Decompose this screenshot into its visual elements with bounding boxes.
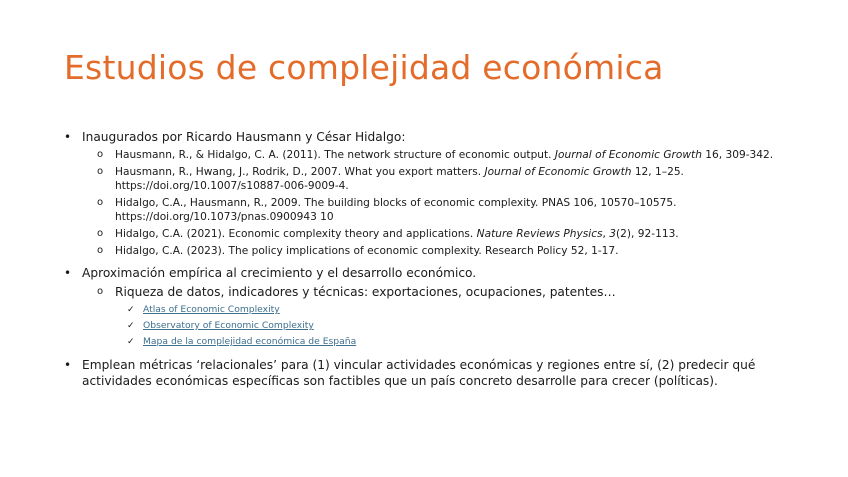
reference-text-end: 16, 309-342. (701, 149, 774, 161)
journal-name: Journal of Economic Growth (554, 149, 702, 161)
checkmark-icon: ✓ (127, 337, 135, 347)
link-item-atlas[interactable] (64, 303, 804, 317)
checkmark-icon: ✓ (127, 305, 135, 315)
reference-text: Hidalgo, C.A. (2021). Economic complexity theory and applications. (115, 228, 477, 240)
circle-bullet-icon: o (97, 245, 104, 256)
reference-item (64, 148, 804, 162)
atlas-link[interactable]: Atlas of Economic Complexity (143, 304, 280, 315)
bullet-aproximacion (64, 265, 804, 281)
circle-bullet-icon: o (97, 166, 104, 177)
sub-bullet-riqueza (64, 284, 804, 300)
bullet-dot-icon: • (64, 130, 72, 144)
circle-bullet-icon: o (97, 149, 104, 160)
reference-text-mid: , (602, 228, 610, 240)
reference-doi: https://doi.org/10.1073/pnas.0900943 10 (115, 211, 334, 223)
reference-text: Hidalgo, C.A., Hausmann, R., 2009. The building blocks of economic complexity. PNAS 106, 10570–10575. (115, 197, 677, 209)
reference-text-end: (2), 92-113. (616, 228, 679, 240)
checkmark-icon: ✓ (127, 321, 135, 331)
slide-title: Estudios de complejidad económica (64, 48, 664, 87)
reference-text-end: 12, 1–25. (631, 166, 684, 178)
bullet-metricas (64, 357, 804, 389)
mapa-link[interactable]: Mapa de la complejidad económica de España (143, 336, 357, 347)
reference-item (64, 227, 804, 241)
volume-number: 3 (609, 228, 617, 240)
link-item-mapa[interactable] (64, 335, 804, 349)
journal-name: Journal of Economic Growth (484, 166, 632, 178)
bullet-text-line2: actividades económicas específicas son factibles que un país concreto desarrolle para crecer (políticas). (82, 374, 718, 388)
bullet-inaugurados (64, 129, 804, 145)
journal-name: Nature Reviews Physics (476, 228, 603, 240)
circle-bullet-icon: o (97, 197, 104, 208)
sub-bullet-text: Riqueza de datos, indicadores y técnicas: exportaciones, ocupaciones, patentes… (115, 285, 616, 299)
bullet-dot-icon: • (64, 358, 72, 372)
reference-item (64, 196, 804, 224)
reference-text: Hausmann, R., Hwang, J., Rodrik, D., 2007. What you export matters. (115, 166, 485, 178)
bullet-text: Aproximación empírica al crecimiento y el desarrollo económico. (82, 266, 477, 280)
bullet-dot-icon: • (64, 266, 72, 280)
slide-body (64, 129, 804, 392)
reference-item (64, 165, 804, 193)
reference-text: Hidalgo, C.A. (2023). The policy implications of economic complexity. Research Policy 52, 1-17. (115, 245, 619, 257)
reference-item (64, 244, 804, 258)
circle-bullet-icon: o (97, 228, 104, 239)
bullet-text: Inaugurados por Ricardo Hausmann y César Hidalgo: (82, 130, 406, 144)
link-item-observatory[interactable] (64, 319, 804, 333)
observatory-link[interactable]: Observatory of Economic Complexity (143, 320, 314, 331)
circle-bullet-icon: o (97, 286, 104, 297)
bullet-text-line1: Emplean métricas ‘relacionales’ para (1) vincular actividades económicas y regiones entre sí, (2) predecir qué (82, 358, 756, 372)
reference-doi: https://doi.org/10.1007/s10887-006-9009-4. (115, 180, 349, 192)
reference-text: Hausmann, R., & Hidalgo, C. A. (2011). The network structure of economic output. (115, 149, 555, 161)
